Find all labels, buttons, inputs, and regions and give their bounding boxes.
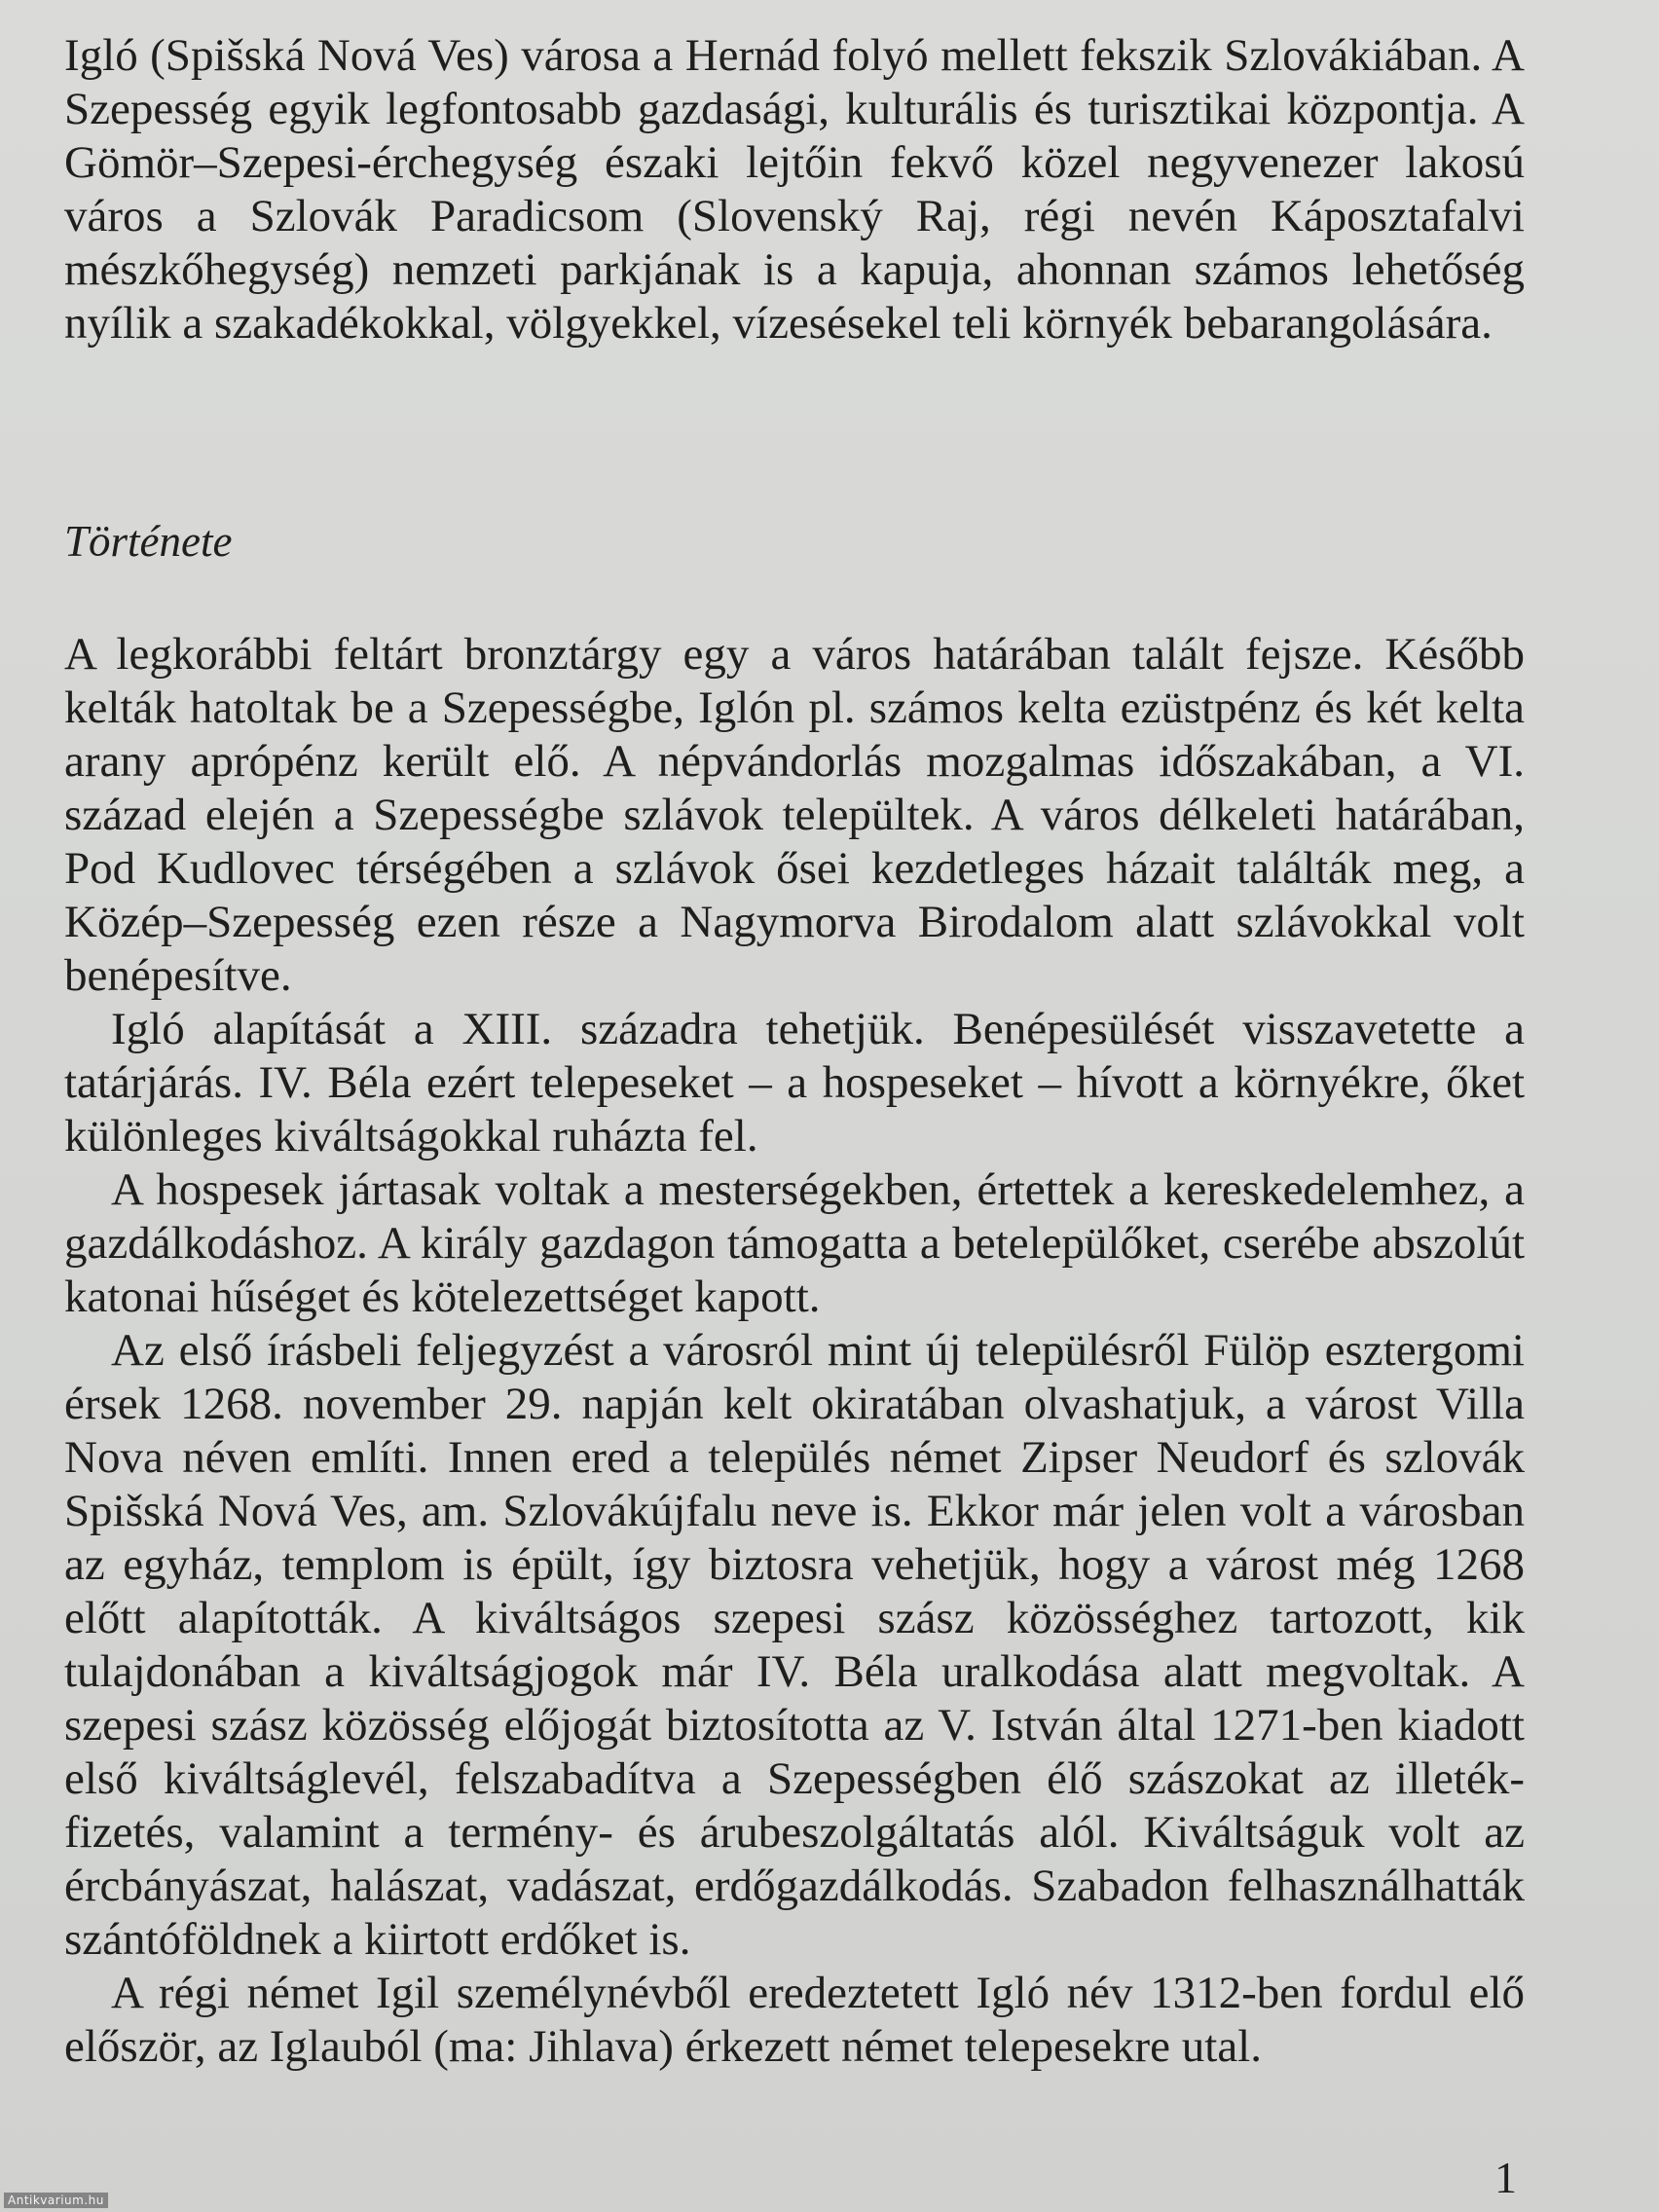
history-paragraph: Igló alapítását a XIII. századra tehetjük. Benépesülését visszavetette a tatárjárás. IV. Béla ezért telepeseket – a hospeseket – hívott a környékre, őket különleges kiváltságokkal ruházta fel. [64,1004,1525,1161]
history-paragraph: A hospesek jártasak voltak a mesterségekben, értettek a kereskedelemhez, a gazdálkodáshoz. A király gazdagon támogatta a betelepülőket, cserébe abszolút katonai hűséget és kötelezettséget kapott. [64,1164,1525,1322]
history-paragraph: A régi német Igil személynévből eredeztetett Igló név 1312-ben fordul elő először, az Iglauból (ma: Jihlava) érkezett német telepesekre utal. [64,1968,1525,2072]
watermark: Antikvarium.hu [4,2193,108,2208]
history-paragraph: A legkorábbi feltárt bronztárgy egy a város határában talált fejsze. Később kelták hatoltak be a Szepességbe, Iglón pl. számos kelta ezüstpénz és két kelta arany aprópénz került elő. A népvándorlás mozgalmas időszakában, a VI. század elején a Szepességbe szlávok települtek. A város délkeleti határában, Pod Kudlovec térségében a szlávok ősei kezdetleges házait találták meg, a Közép–Szepesség ezen része a Nagymorva Birodalom alatt szlávokkal volt benépesítve. [64,629,1525,1001]
history-text-block [64,628,1525,2074]
intro-text-block [64,29,1525,350]
section-heading: Története [64,517,233,566]
history-paragraph: Az első írásbeli feljegyzést a városról mint új településről Fülöp esztergomi érsek 1268. november 29. napján kelt okiratában olvashatjuk, a várost Villa Nova néven említi. Innen ered a település német Zipser Neudorf és szlovák Spišská Nová Ves, am. Szlovákújfalu neve is. Ekkor már jelen volt a városban az egyház, templom is épült, így biztosra vehetjük, hogy a várost még 1268 előtt alapították. A kiváltságos szepesi szász közösséghez tartozott, kik tulajdonában a kiváltságjogok már IV. Béla uralkodása alatt megvoltak. A szepesi szász közösség előjogát biztosította az V. István által 1271-ben kiadott első kiváltságlevél, felszabadítva a Szepességben élő szászokat az illetékfizetés, valamint a termény- és árubeszolgáltatás alól. Kiváltságuk volt az ércbányászat, halászat, vadászat, erdőgazdálkodás. Szabadon felhasználhatták szántóföldnek a kiirtott erdőket is. [64,1325,1525,1965]
page-number: 1 [1494,2153,1517,2202]
intro-paragraph: Igló (Spišská Nová Ves) városa a Hernád folyó mellett fekszik Szlovákiában. A Szepesség egyik legfontosabb gazdasági, kulturális és turisztikai központja. A Gömör–Szepesi-érchegység északi lejtőin fekvő közel negyvenezer lakosú város a Szlovák Paradicsom (Slovenský Raj, régi nevén Káposztafalvi mészkőhegység) nemzeti parkjának is a kapuja, ahonnan számos lehetőség nyílik a szakadékokkal, völgyekkel, vízesésekel teli környék bebarangolására. [64,30,1525,349]
